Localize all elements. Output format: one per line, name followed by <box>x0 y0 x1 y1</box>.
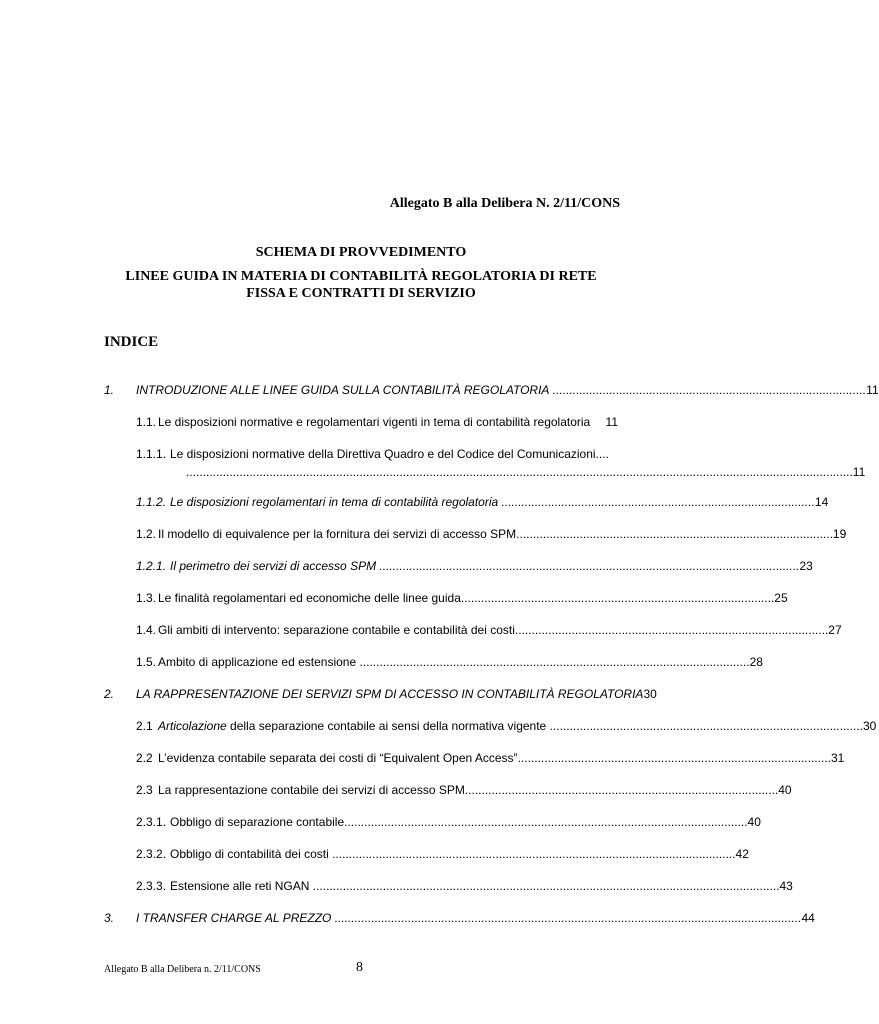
toc-page: 11 <box>852 465 866 479</box>
page-number: 8 <box>356 960 363 975</box>
toc-text: Estensione alle reti NGAN <box>170 879 310 893</box>
toc-page: 28 <box>749 655 763 669</box>
allegato-header: Allegato B alla Delibera N. 2/11/CONS <box>389 196 620 211</box>
toc-text: Gli ambiti di intervento: separazione contabile e contabilità dei costi <box>158 623 515 637</box>
toc-entry-1-1[interactable] <box>136 414 618 430</box>
toc-text: I TRANSFER CHARGE AL PREZZO <box>136 911 332 925</box>
toc-number: 2.3 <box>136 783 153 797</box>
toc-number: 1.1. <box>136 415 157 429</box>
toc-leader: .............................................................................................................................. <box>376 559 800 573</box>
toc-page: 44 <box>801 911 815 925</box>
toc-entry-1-1-1[interactable] <box>136 446 618 462</box>
footer-label: Allegato B alla Delibera n. 2/11/CONS <box>104 964 261 975</box>
toc-number: 3. <box>104 911 115 925</box>
toc-text: Il perimetro dei servizi di accesso SPM <box>170 559 377 573</box>
toc-entry-1-2-1[interactable] <box>136 558 813 574</box>
index-heading: INDICE <box>104 334 159 350</box>
toc-entry-1-3[interactable] <box>136 590 788 606</box>
toc-entry-2-3-1[interactable] <box>136 814 761 830</box>
toc-text: LA RAPPRESENTAZIONE DEI SERVIZI SPM DI ACCESSO IN CONTABILITÀ REGOLATORIA <box>136 687 644 701</box>
toc-number: 1.3. <box>136 591 157 605</box>
toc-leader: .............................................................................................. <box>498 495 815 509</box>
toc-entry-2-3-3[interactable] <box>136 878 793 894</box>
toc-page: 11 <box>605 415 618 429</box>
toc-leader: .............................................................................................. <box>514 623 829 637</box>
toc-number: 2.1 <box>136 719 153 733</box>
toc-page: 40 <box>778 783 792 797</box>
toc-number: 1.2.1. <box>136 559 167 573</box>
toc-text: INTRODUZIONE ALLE LINEE GUIDA SULLA CONTABILITÀ REGOLATORIA <box>136 383 550 397</box>
toc-entry-1-2[interactable] <box>136 526 847 542</box>
toc-page: 27 <box>828 623 842 637</box>
toc-text: Le finalità regolamentari ed economiche delle linee guida <box>158 591 461 605</box>
toc-leader: ............................................................................................................................................ <box>309 879 780 893</box>
toc-text: Obbligo di contabilità dei costi <box>170 847 329 861</box>
toc-number: 1.2. <box>136 527 157 541</box>
toc-text-italic: Articolazione <box>158 719 227 733</box>
toc-page: 31 <box>830 751 845 765</box>
toc-entry-1[interactable] <box>104 382 879 398</box>
toc-entry-1-1-2[interactable] <box>136 494 829 510</box>
title-line-2: LINEE GUIDA IN MATERIA DI CONTABILITÀ REGOLATORIA DI RETE <box>125 269 597 284</box>
toc-page: 25 <box>774 591 788 605</box>
toc-text: della separazione contabile ai sensi della normativa vigente <box>226 719 547 733</box>
toc-leader: .............................................................................................. <box>549 383 867 397</box>
toc-text: Le disposizioni normative e regolamentari vigenti in tema di contabilità regolatoria <box>158 415 591 429</box>
toc-entry-2-3[interactable] <box>136 782 792 798</box>
toc-leader: ......................................................................................................................... <box>328 847 736 861</box>
toc-leader: .............................................................................................. <box>546 719 863 733</box>
toc-entry-2-1[interactable] <box>136 718 877 734</box>
toc-page: 19 <box>832 527 847 541</box>
toc-number: 1.1.1. <box>136 447 167 461</box>
toc-number: 1.5. <box>136 655 157 669</box>
toc-number: 2.3.1. <box>136 815 167 829</box>
toc-number: 2.2 <box>136 751 153 765</box>
toc-page: 40 <box>747 815 761 829</box>
toc-page: 43 <box>779 879 793 893</box>
toc-page: 30 <box>643 687 657 701</box>
toc-entry-3[interactable] <box>104 910 815 926</box>
toc-entry-2[interactable] <box>104 686 657 702</box>
toc-leader: ........................................................................................................................................................................................................ <box>186 465 853 479</box>
toc-leader: ......................................................................................................................... <box>344 815 748 829</box>
toc-entry-2-3-2[interactable] <box>136 846 749 862</box>
toc-page: 11 <box>866 383 879 397</box>
toc-entry-2-2[interactable] <box>136 750 845 766</box>
toc-number: 1.4. <box>136 623 157 637</box>
toc-entry-1-5[interactable] <box>136 654 763 670</box>
toc-leader: .............................................................................................. <box>519 527 833 541</box>
toc-leader: .............................................................................................. <box>517 751 831 765</box>
toc-leader: .............................................................................................. <box>464 783 779 797</box>
toc-page: 42 <box>735 847 749 861</box>
toc-text: L’evidenza contabile separata dei costi di “Equivalent Open Access” <box>158 751 518 765</box>
toc-leader: ..................................................................................................................... <box>356 655 750 669</box>
title-line-1: SCHEMA DI PROVVEDIMENTO <box>255 245 467 260</box>
toc-text: Il modello di equivalence per la fornitura dei servizi di accesso SPM. <box>158 527 520 541</box>
toc-page: 14 <box>814 495 829 509</box>
toc-text: La rappresentazione contabile dei servizi di accesso SPM <box>158 783 465 797</box>
toc-text: Le disposizioni regolamentari in tema di contabilità regolatoria <box>170 495 499 509</box>
toc-leader: ............................................................................................................................................ <box>331 911 802 925</box>
toc-number: 1. <box>104 383 115 397</box>
toc-text: Le disposizioni normative della Direttiva Quadro e del Codice del Comunicazioni.... <box>170 447 609 461</box>
title-line-3: FISSA E CONTRATTI DI SERVIZIO <box>246 286 476 301</box>
toc-leader: .............................................................................................. <box>460 591 775 605</box>
toc-page: 30 <box>862 719 877 733</box>
toc-number: 2.3.3. <box>136 879 167 893</box>
toc-entry-1-1-1-cont[interactable] <box>186 464 866 480</box>
toc-number: 1.1.2. <box>136 495 167 509</box>
toc-entry-1-4[interactable] <box>136 622 842 638</box>
toc-number: 2.3.2. <box>136 847 167 861</box>
toc-text: Ambito di applicazione ed estensione <box>158 655 357 669</box>
toc-page: 23 <box>799 559 813 573</box>
document-title <box>104 244 618 302</box>
toc-number: 2. <box>104 687 115 701</box>
toc-text: Obbligo di separazione contabile <box>170 815 345 829</box>
